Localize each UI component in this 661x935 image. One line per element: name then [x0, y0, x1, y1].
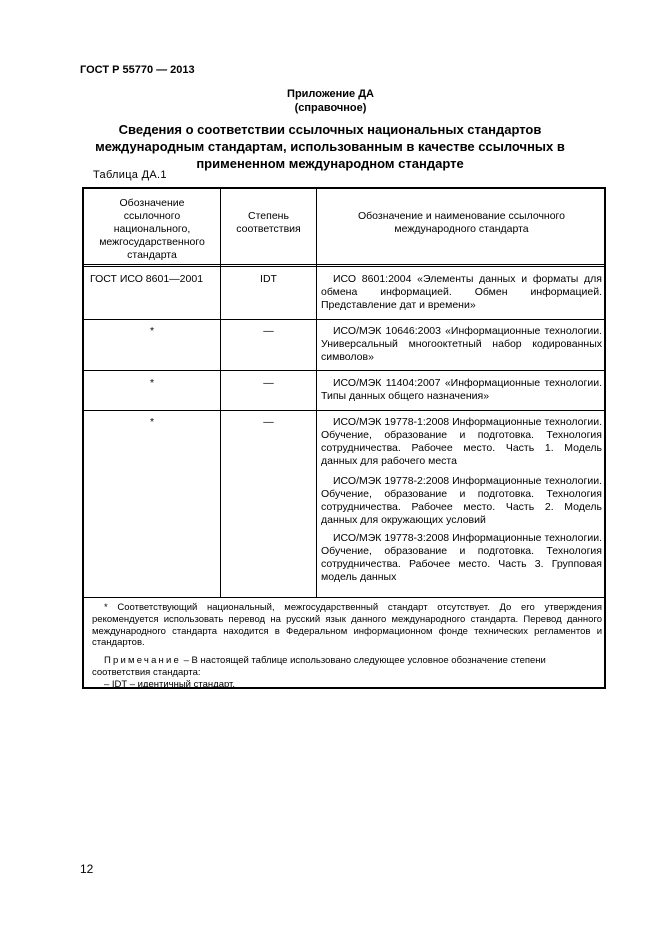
header-line: Обозначение и наименование ссылочного [357, 210, 565, 222]
heading-line: Сведения о соответствии ссылочных национальных стандартов [118, 122, 542, 137]
header-line: национального, [113, 223, 191, 235]
header-line: ссылочного [123, 210, 181, 222]
appendix-subtitle: (справочное) [294, 102, 367, 114]
table-footnote: * Соответствующий национальный, межгосударственный стандарт отсутствует. До его утверждения рекомендуется использовать перевод на русский язык данного международного стандарта. Перевод данного международного стандарта находится в Федеральном информационном фонде технических регламентов и стандартов. [92, 602, 602, 649]
row-degree: — [263, 325, 274, 337]
header-line: Обозначение [119, 197, 185, 209]
row-international-standard: ИСО/МЭК 11404:2007 «Информационные технологии. Типы данных общего назначения» [321, 377, 602, 402]
row-international-standard: ИСО/МЭК 19778-1:2008 Информационные технологии. Обучение, образование и подготовка. Технология сотрудничества. Рабочее место. Часть 1. Модель данных для рабочего места [321, 416, 602, 467]
row-degree: — [263, 377, 274, 389]
header-line: межгосударственного [99, 236, 205, 248]
row-national-standard: * [149, 377, 155, 389]
row-international-standard: ИСО/МЭК 10646:2003 «Информационные технологии. Универсальный многооктетный набор кодированных символов» [321, 325, 602, 363]
row-international-standard: ИСО/МЭК 19778-3:2008 Информационные технологии. Обучение, образование и подготовка. Технология сотрудничества. Рабочее место. Часть 3. Групповая модель данных [321, 532, 602, 583]
table-note [92, 655, 602, 679]
heading-line: международным стандартам, использованным в качестве ссылочных в [95, 139, 565, 154]
reference-table [82, 187, 606, 689]
appendix-title: Приложение ДА [287, 88, 374, 100]
page-number: 12 [80, 862, 94, 876]
row-international-standard: ИСО 8601:2004 «Элементы данных и форматы для обмена информацией. Обмен информацией. Представление дат и времени» [321, 273, 602, 311]
row-international-standard: ИСО/МЭК 19778-2:2008 Информационные технологии. Обучение, образование и подготовка. Технология сотрудничества. Рабочее место. Часть 2. Модель данных для окружающих условий [321, 475, 602, 526]
table-label: Таблица ДА.1 [93, 169, 167, 181]
note-text: – В настоящей таблице использовано следующее условное обозначение степени соответствия стандарта: [92, 655, 546, 678]
row-degree: IDT [260, 273, 277, 285]
document-header: ГОСТ Р 55770 — 2013 [80, 64, 195, 76]
header-line: соответствия [236, 223, 301, 235]
header-line: Степень [248, 210, 289, 222]
heading-line: примененном международном стандарте [196, 156, 464, 171]
row-national-standard: ГОСТ ИСО 8601—2001 [90, 273, 204, 285]
row-national-standard: * [149, 416, 155, 428]
row-national-standard: * [149, 325, 155, 337]
column-header-degree [221, 210, 316, 236]
header-line: международного стандарта [394, 223, 529, 235]
section-heading [95, 121, 565, 172]
column-header-national [84, 197, 220, 262]
column-header-international [317, 210, 606, 236]
note-item: – IDT – идентичный стандарт. [104, 679, 235, 690]
row-degree: — [263, 416, 274, 428]
header-line: стандарта [127, 249, 177, 261]
note-label: Примечание [104, 655, 181, 666]
